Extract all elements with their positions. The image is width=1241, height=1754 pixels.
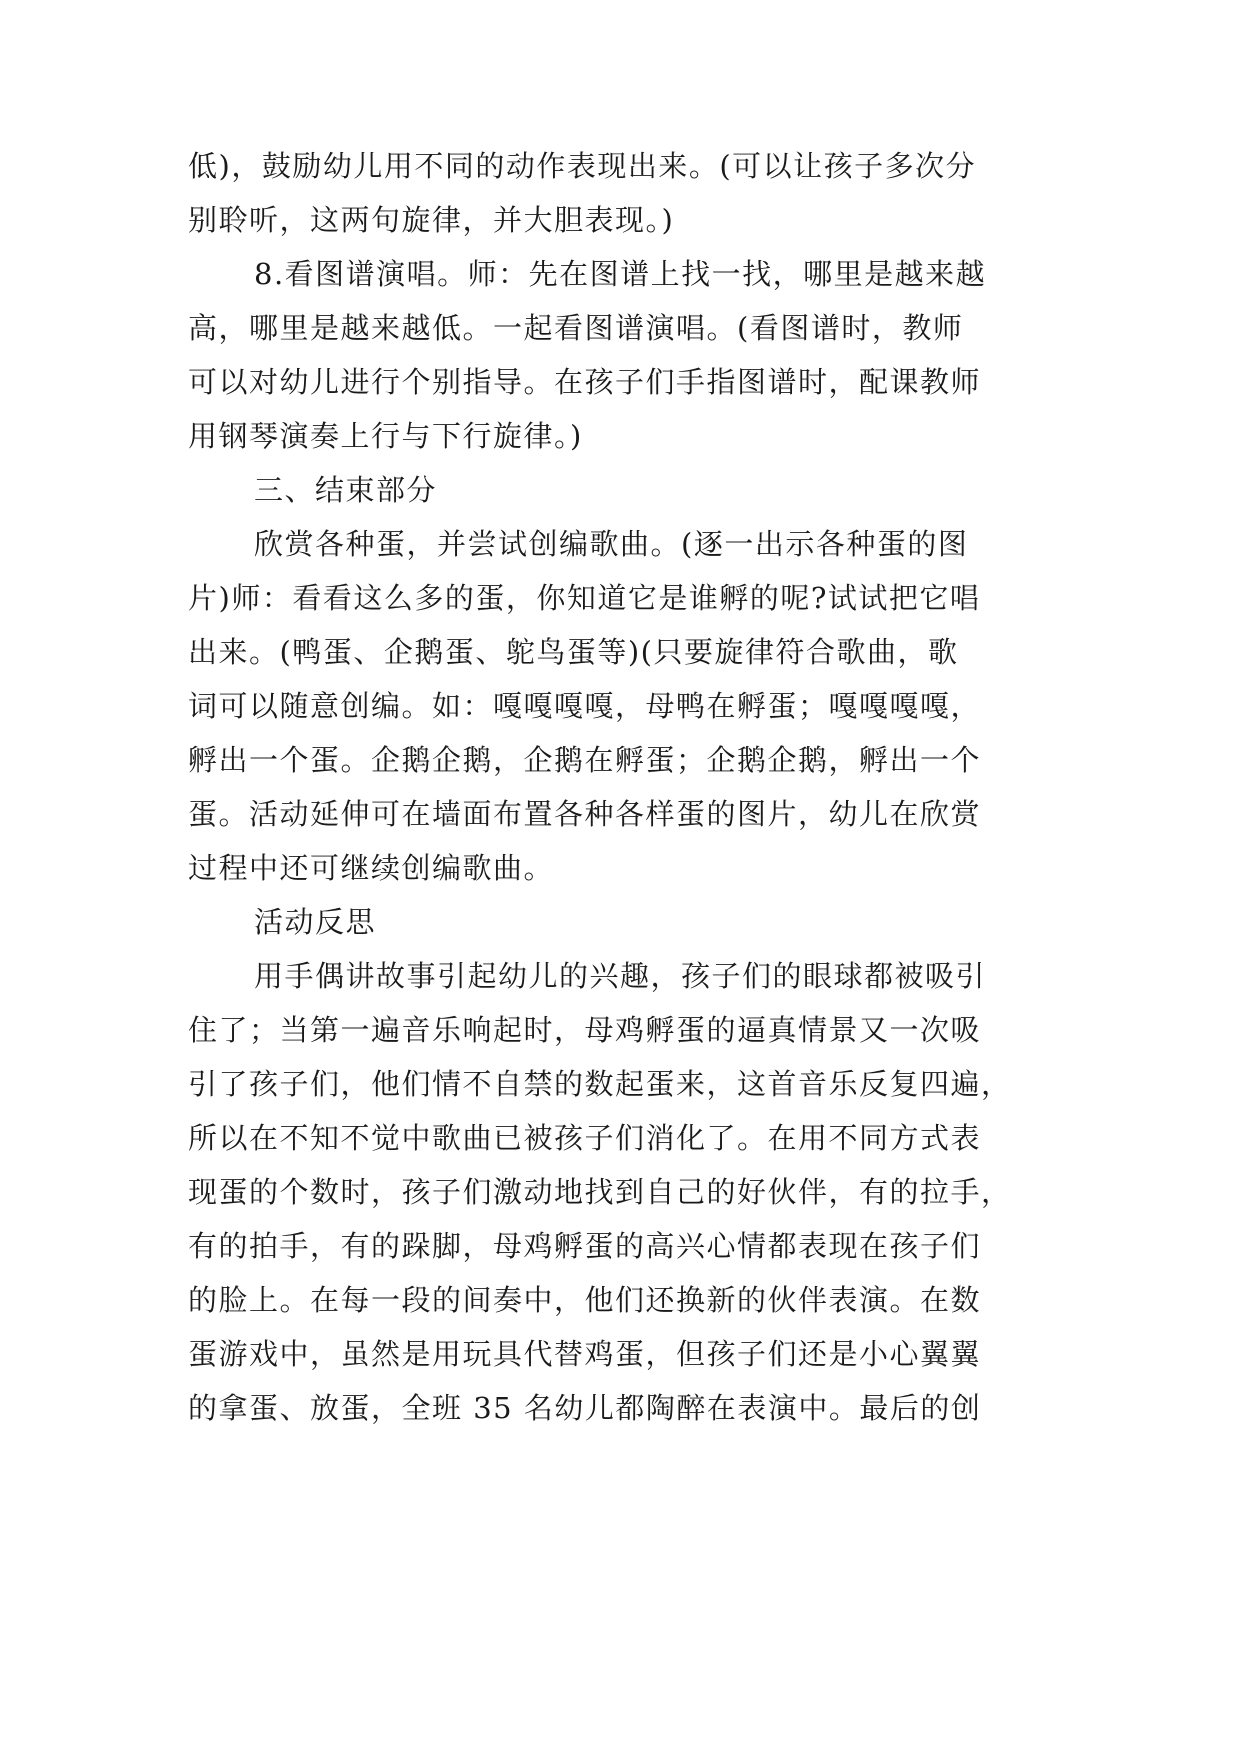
text-line: 的脸上。在每一段的间奏中，他们还换新的伙伴表演。在数 bbox=[188, 1283, 982, 1317]
text-line: 现蛋的个数时，孩子们激动地找到自己的好伙伴，有的拉手， bbox=[188, 1175, 1012, 1209]
text-line: 蛋。活动延伸可在墙面布置各种各样蛋的图片，幼儿在欣赏 bbox=[188, 797, 982, 831]
section-heading: 三、结束部分 bbox=[254, 473, 438, 507]
text-line: 欣赏各种蛋，并尝试创编歌曲。(逐一出示各种蛋的图 bbox=[254, 527, 969, 561]
section-heading: 活动反思 bbox=[254, 905, 377, 939]
text-line: 词可以随意创编。如：嘎嘎嘎嘎，母鸭在孵蛋；嘎嘎嘎嘎， bbox=[188, 689, 982, 723]
text-line: 用手偶讲故事引起幼儿的兴趣，孩子们的眼球都被吸引 bbox=[254, 959, 987, 993]
text-line: 的拿蛋、放蛋，全班 35 名幼儿都陶醉在表演中。最后的创 bbox=[188, 1391, 982, 1425]
text-line: 8.看图谱演唱。师：先在图谱上找一找，哪里是越来越 bbox=[254, 257, 987, 291]
text-line: 高，哪里是越来越低。一起看图谱演唱。(看图谱时，教师 bbox=[188, 311, 964, 345]
text-line: 孵出一个蛋。企鹅企鹅，企鹅在孵蛋；企鹅企鹅，孵出一个 bbox=[188, 743, 982, 777]
text-line: 用钢琴演奏上行与下行旋律。) bbox=[188, 419, 583, 453]
text-line: 别聆听，这两句旋律，并大胆表现。) bbox=[188, 203, 675, 237]
text-line: 可以对幼儿进行个别指导。在孩子们手指图谱时，配课教师 bbox=[188, 365, 982, 399]
text-line: 所以在不知不觉中歌曲已被孩子们消化了。在用不同方式表 bbox=[188, 1121, 982, 1155]
text-line: 住了；当第一遍音乐响起时，母鸡孵蛋的逼真情景又一次吸 bbox=[188, 1013, 982, 1047]
text-line: 片)师：看看这么多的蛋，你知道它是谁孵的呢?试试把它唱 bbox=[188, 581, 981, 615]
text-line: 蛋游戏中，虽然是用玩具代替鸡蛋，但孩子们还是小心翼翼 bbox=[188, 1337, 982, 1371]
text-line: 引了孩子们，他们情不自禁的数起蛋来，这首音乐反复四遍， bbox=[188, 1067, 1012, 1101]
text-line: 过程中还可继续创编歌曲。 bbox=[188, 851, 555, 885]
text-line: 低)，鼓励幼儿用不同的动作表现出来。(可以让孩子多次分 bbox=[188, 149, 977, 183]
text-line: 有的拍手，有的跺脚，母鸡孵蛋的高兴心情都表现在孩子们 bbox=[188, 1229, 982, 1263]
text-line: 出来。(鸭蛋、企鹅蛋、鸵鸟蛋等)(只要旋律符合歌曲，歌 bbox=[188, 635, 959, 669]
